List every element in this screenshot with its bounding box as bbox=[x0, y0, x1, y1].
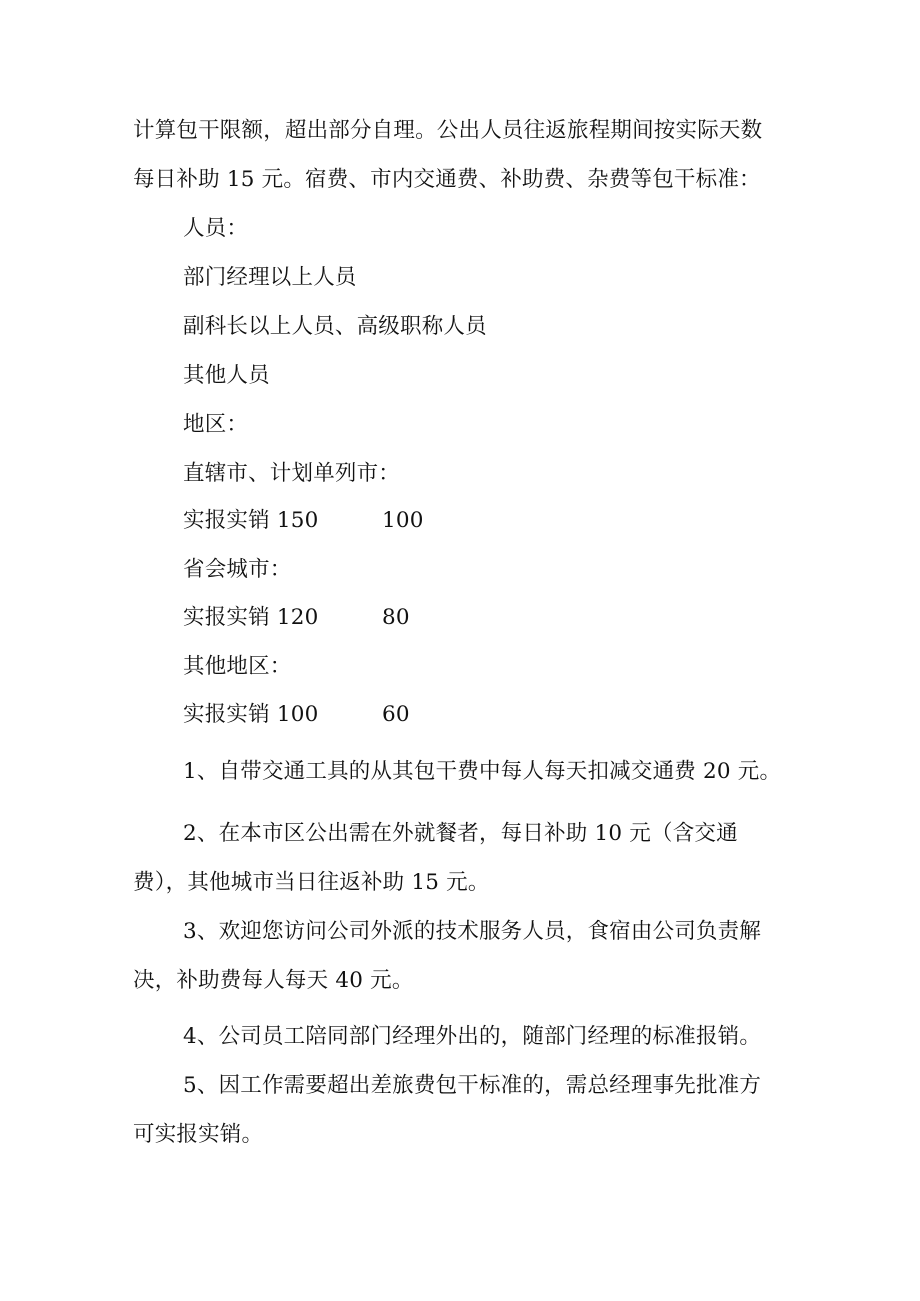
region-name: 直辖市、计划单列市： bbox=[183, 461, 401, 486]
intro-line-2: 每日补助 15 元。宿费、市内交通费、补助费、杂费等包干标准： bbox=[133, 167, 761, 192]
rule-5-line-2: 可实报实销。 bbox=[133, 1122, 264, 1147]
personnel-item: 副科长以上人员、高级职称人员 bbox=[183, 314, 487, 339]
region-reimburse: 实报实销 120 bbox=[183, 605, 319, 630]
personnel-heading: 人员： bbox=[183, 216, 249, 241]
personnel-item: 其他人员 bbox=[183, 363, 270, 388]
regions-heading: 地区： bbox=[183, 412, 249, 437]
rule-2-line-2: 费），其他城市当日往返补助 15 元。 bbox=[133, 870, 490, 895]
rule-5-line-1: 5、因工作需要超出差旅费包干标准的，需总经理事先批准方 bbox=[183, 1073, 762, 1098]
region-name: 其他地区： bbox=[183, 654, 292, 679]
region-reimburse: 实报实销 100 bbox=[183, 702, 319, 727]
rule-3-line-2: 决，补助费每人每天 40 元。 bbox=[133, 968, 414, 993]
region-reimburse: 实报实销 150 bbox=[183, 508, 319, 533]
region-amount: 100 bbox=[382, 508, 424, 533]
region-amount: 60 bbox=[382, 702, 410, 727]
region-name: 省会城市： bbox=[183, 557, 292, 582]
rule-1: 1、自带交通工具的从其包干费中每人每天扣减交通费 20 元。 bbox=[183, 759, 782, 784]
region-amount: 80 bbox=[382, 605, 410, 630]
intro-line-1: 计算包干限额，超出部分自理。公出人员往返旅程期间按实际天数 bbox=[133, 118, 763, 143]
rule-3-line-1: 3、欢迎您访问公司外派的技术服务人员，食宿由公司负责解 bbox=[183, 919, 762, 944]
rule-4: 4、公司员工陪同部门经理外出的，随部门经理的标准报销。 bbox=[183, 1024, 762, 1049]
rule-2-line-1: 2、在本市区公出需在外就餐者，每日补助 10 元（含交通 bbox=[183, 821, 738, 846]
personnel-item: 部门经理以上人员 bbox=[183, 265, 357, 290]
